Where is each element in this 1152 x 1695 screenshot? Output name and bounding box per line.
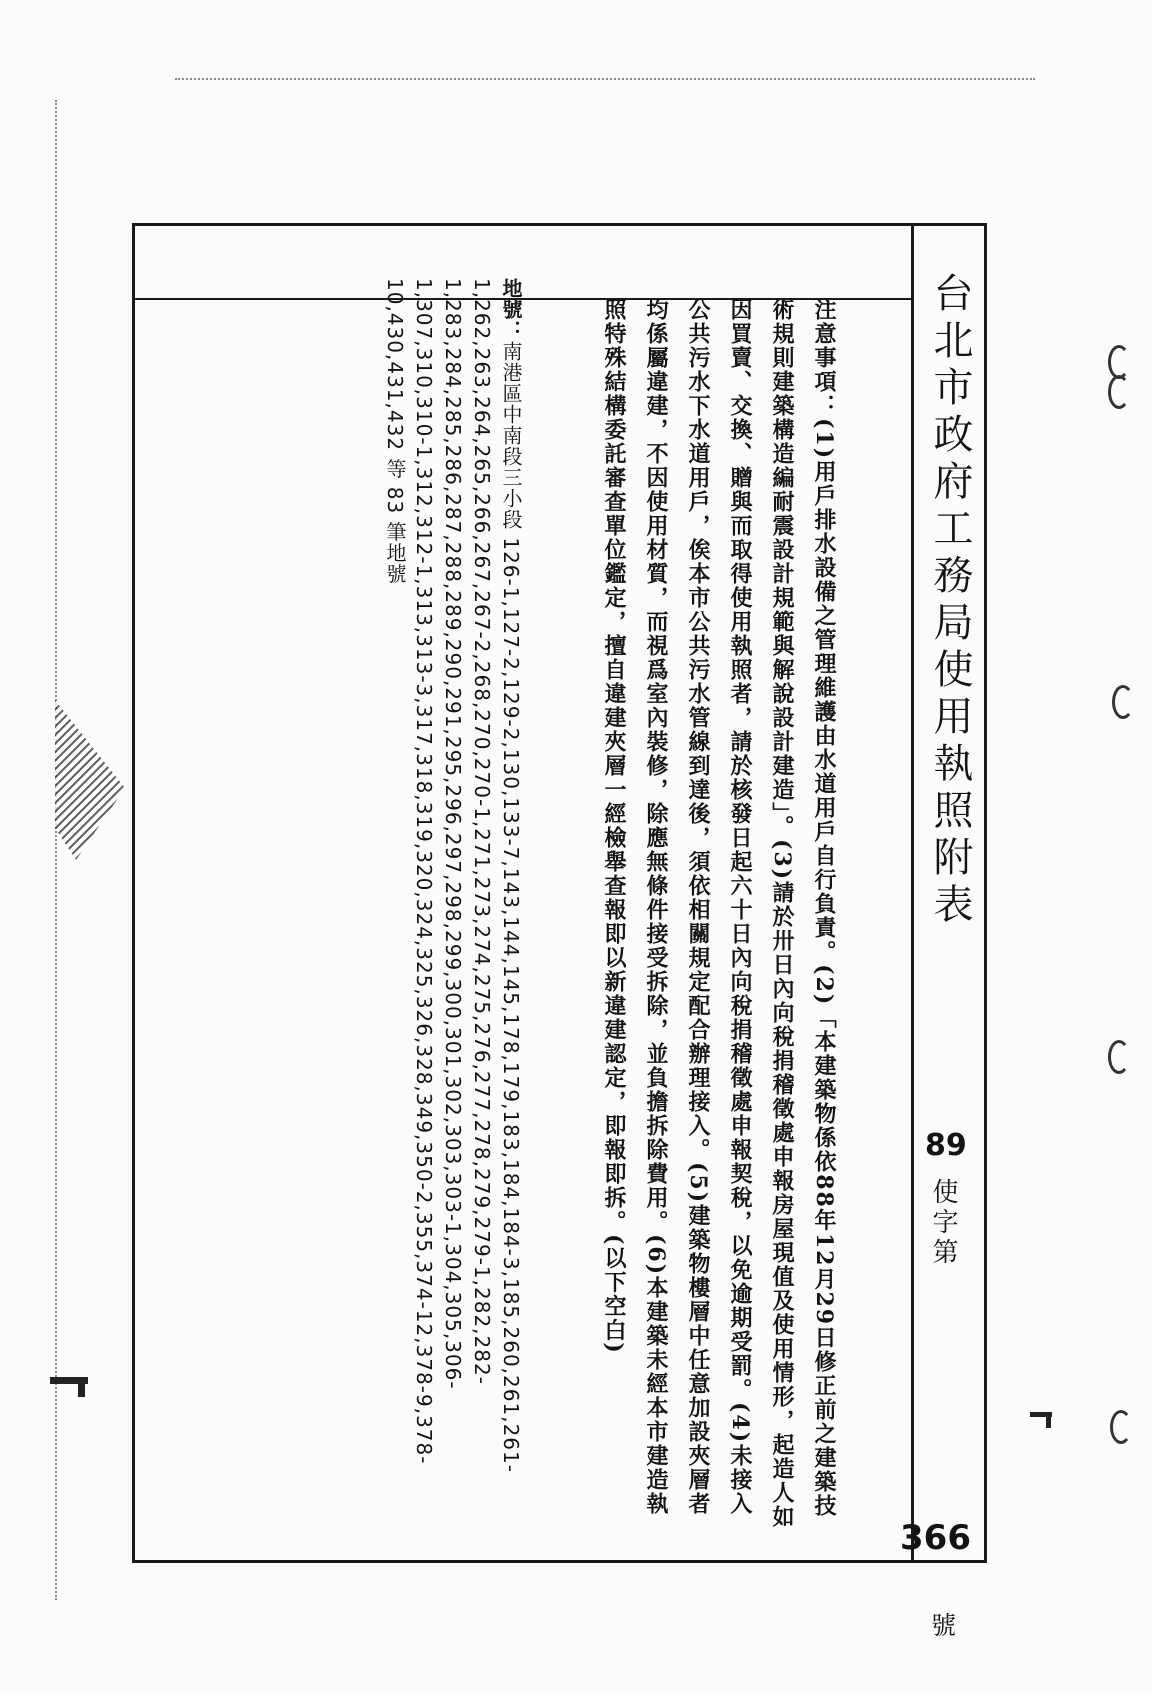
scan-mark-left-tick	[78, 1377, 85, 1397]
binding-hole-3	[1112, 685, 1134, 719]
permit-label: 使字第	[928, 1178, 958, 1268]
scan-dotted-line-left	[55, 100, 57, 1600]
binding-hole-5	[1110, 1410, 1132, 1444]
permit-year: 89	[925, 1128, 967, 1163]
binding-hole-2	[1108, 375, 1130, 409]
land-lots-text: 南港區中南段三小段 126-1,127-2,129-2,130,133-7,143,144,145,178,179,183,184,184-3,185,260,261,261-1,262,263,264,265,266,267,267-2,268,270,270-1,271,273,274,275,276,277,278,279,279-1,282,282-1,283,284,285,286,287,288,289,290,291,295,296,297,298,299,300,301,302,303,303-1,304,305,306-1,307,310,310-1,312,312-1,313,313-3,317,318,319,320,324,325,326,328,349,350-2,355,374-12,378-9,378-10,430,431,432 等 83 筆地號	[383, 278, 523, 1473]
scan-mark-right-tick	[1046, 1412, 1051, 1428]
notes-label: 注意事項：	[811, 298, 837, 418]
form-frame	[132, 223, 987, 1563]
title-column-divider	[911, 223, 914, 1563]
binding-hole-4	[1108, 1040, 1130, 1074]
land-lots-block	[383, 278, 525, 1528]
permit-suffix: 號	[931, 1611, 957, 1640]
torn-paper-artifact	[55, 700, 125, 860]
notes-text: (1)用戶排水設備之管理維護由水道用戶自行負責。(2)「本建築物係依88年12月29日修正前之建築技術規則建築構造編耐震設計規範與解說設計建造」。(3)請於卅日內向稅捐稽徵處申報房屋現值及使用情形，起造人如因買賣、交換、贈與而取得使用執照者，請於核發日起六十日內向稅捐稽徵處申報契稅，以免逾期受罰。(4)未接入公共污水下水道用戶，俟本市公共污水管線到達後，須依相關規定配合辦理接入。(5)建築物樓層中任意加設夾層者均係屬違建，不因使用材質，而視爲室內裝修，除應無條件接受拆除，並負擔拆除費用。(6)本建築未經本市建造執照特殊結構委託審查單位鑑定，擅自違建夾層一經檢舉查報即以新違建認定，即報即拆。(以下空白)	[601, 298, 837, 1530]
scan-dotted-line-top	[175, 78, 1035, 80]
document-title: 台北市政府工務局使用執照附表	[927, 272, 973, 930]
binding-hole-1	[1108, 345, 1130, 379]
notes-block	[565, 298, 845, 1538]
permit-number: 366	[900, 1518, 971, 1558]
land-lots-label: 地號：	[499, 278, 523, 341]
